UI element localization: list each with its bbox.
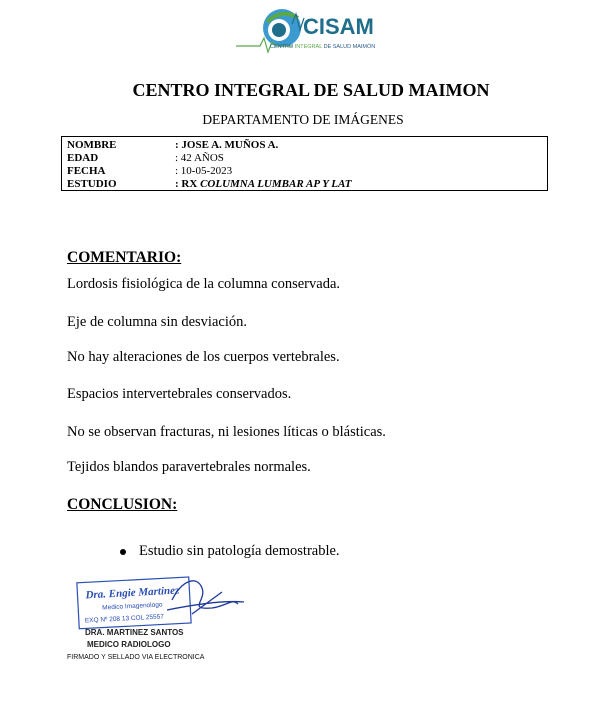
estudio-value: COLUMNA LUMBAR AP Y LAT bbox=[200, 178, 352, 190]
signed-note: FIRMADO Y SELLADO VIA ELECTRONICA bbox=[67, 654, 205, 661]
stamp-exq: EXQ Nº 208 13 COL 25557 bbox=[84, 613, 165, 625]
department-subtitle: DEPARTAMENTO DE IMÁGENES bbox=[202, 112, 404, 127]
logo-subtitle: CENTRO INTEGRAL DE SALUD MAIMÓN bbox=[270, 44, 376, 50]
comentario-line: No hay alteraciones de los cuerpos vertebrales. bbox=[67, 349, 340, 365]
info-row-edad bbox=[67, 152, 224, 165]
comentario-line: Eje de columna sin desviación. bbox=[67, 314, 247, 330]
nombre-label: NOMBRE bbox=[67, 139, 117, 151]
comentario-line: Espacios intervertebrales conservados. bbox=[67, 386, 292, 402]
edad-value: : 42 AÑOS bbox=[175, 152, 224, 164]
info-row-nombre bbox=[67, 139, 278, 152]
estudio-prefix: : RX bbox=[175, 178, 201, 190]
stamp-role: Medico Imagenologo bbox=[102, 601, 163, 612]
conclusion-item: Estudio sin patología demostrable. bbox=[139, 543, 340, 559]
stamp-name: Dra. Engie Martinez bbox=[85, 584, 180, 602]
doctor-title: MEDICO RADIOLOGO bbox=[87, 640, 171, 649]
nombre-value: : JOSE A. MUÑOS A. bbox=[175, 139, 279, 151]
report-title: CENTRO INTEGRAL DE SALUD MAIMON bbox=[132, 80, 490, 100]
edad-label: EDAD bbox=[67, 152, 99, 164]
patient-info-box bbox=[61, 136, 548, 191]
info-row-fecha bbox=[67, 165, 232, 178]
comentario-line: Tejidos blandos paravertebrales normales. bbox=[67, 459, 311, 475]
estudio-label: ESTUDIO bbox=[67, 178, 117, 190]
conclusion-heading: CONCLUSION: bbox=[67, 496, 178, 513]
comentario-line: Lordosis fisiológica de la columna conservada. bbox=[67, 276, 341, 292]
fecha-value: : 10-05-2023 bbox=[175, 165, 233, 177]
doctor-name: DRA. MARTINEZ SANTOS bbox=[85, 628, 184, 637]
logo-wordmark: CISAM bbox=[303, 14, 374, 39]
doctor-stamp bbox=[72, 570, 252, 630]
info-row-estudio bbox=[67, 178, 351, 191]
bullet-icon bbox=[120, 549, 126, 555]
comentario-line: No se observan fracturas, ni lesiones líticas o blásticas. bbox=[67, 424, 386, 440]
comentario-heading: COMENTARIO: bbox=[67, 249, 182, 266]
fecha-label: FECHA bbox=[67, 165, 106, 177]
